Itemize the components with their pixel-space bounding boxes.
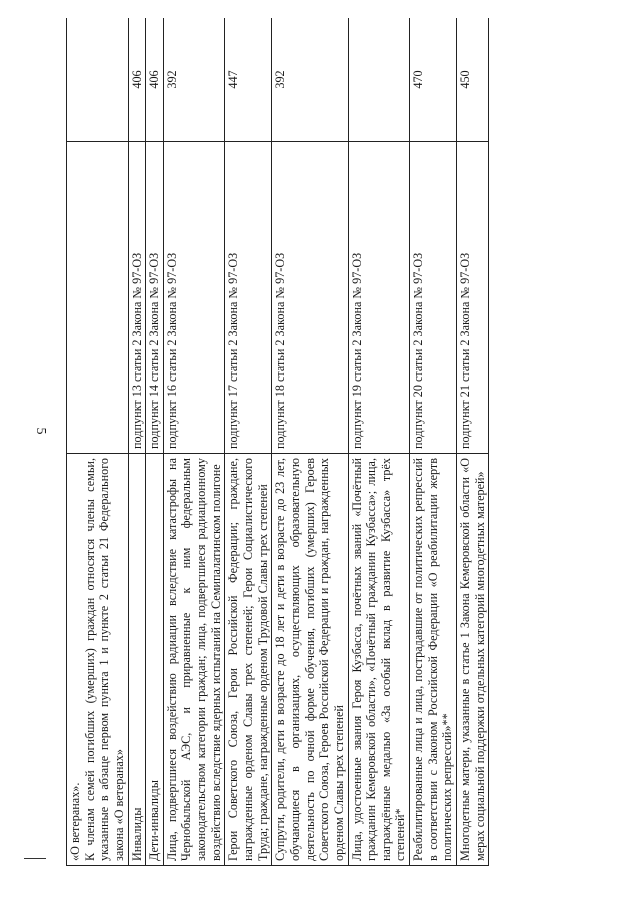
table-row (457, 18, 489, 866)
value-cell: 470 (410, 18, 457, 142)
value-cell: 450 (457, 18, 489, 142)
table-row (225, 18, 272, 866)
value-cell: 406 (128, 18, 146, 142)
value-cell: 392 (163, 18, 225, 142)
law-reference-cell: подпункт 20 статьи 2 Закона № 97-ОЗ (410, 142, 457, 454)
category-cell: Герои Советского Союза, Герои Российской Федерации; граждане, награжденные орденом Славы трех степеней; Герои Социалистического Труда; граждане, награжденные орденом Трудовой Славы трех степеней (225, 454, 272, 866)
margin-mark (24, 858, 46, 859)
page-number: 5 (33, 427, 48, 435)
law-reference-cell: подпункт 21 статьи 2 Закона № 97-ОЗ (457, 142, 489, 454)
category-cell: Инвалиды (128, 454, 146, 866)
rotated-table-area (66, 18, 621, 866)
category-cell: Реабилитированные лица и лица, пострадавшие от политических репрессий в соответствии с Законом Российской Федерации «О реабилитации жертв политических репрессий»** (410, 454, 457, 866)
category-cell: Супруги, родители, дети в возрасте до 18 лет и дети в возрасте до 23 лет, обучающиеся в организациях, осуществляющих образовательную деятельность по очной форме обучения, погибших (умерших) Героев Советского Союза, Героев Российской Федерации и граждан, награжденных орденом Славы трех степеней (272, 454, 348, 866)
law-reference-cell (67, 142, 129, 454)
category-cell: Лица, удостоенные звания Героя Кузбасса, почётных званий «Почётный гражданин Кемеровской области», «Почётный гражданин Кузбасса»; лица, награждённые медалью «За особый вклад в развитие Кузбасса» трёх степеней* (348, 454, 410, 866)
table-row (67, 18, 129, 866)
value-cell: 447 (225, 18, 272, 142)
law-reference-cell: подпункт 14 статьи 2 Закона № 97-ОЗ (146, 142, 164, 454)
table-row (272, 18, 348, 866)
value-cell (348, 18, 410, 142)
table-row (348, 18, 410, 866)
table-row (410, 18, 457, 866)
landscape-content (66, 18, 621, 866)
value-cell (67, 18, 129, 142)
law-reference-cell: подпункт 13 статьи 2 Закона № 97-ОЗ (128, 142, 146, 454)
category-cell: «О ветеранах». К членам семей погибших (умерших) граждан относятся члены семьи, указанные в абзаце первом пункта 1 и пункте 2 статьи 21 Федерального закона «О ветеранах» (67, 454, 129, 866)
law-reference-cell: подпункт 16 статьи 2 Закона № 97-ОЗ (163, 142, 225, 454)
law-reference-cell: подпункт 17 статьи 2 Закона № 97-ОЗ (225, 142, 272, 454)
table-row (163, 18, 225, 866)
table-row (128, 18, 146, 866)
law-reference-cell: подпункт 18 статьи 2 Закона № 97-ОЗ (272, 142, 348, 454)
category-cell: Дети-инвалиды (146, 454, 164, 866)
law-reference-cell: подпункт 19 статьи 2 Закона № 97-ОЗ (348, 142, 410, 454)
table-row (146, 18, 164, 866)
benefits-table (66, 18, 489, 866)
category-cell: Многодетные матери, указанные в статье 1 Закона Кемеровской области «О мерах социальной поддержки отдельных категорий многодетных матерей» (457, 454, 489, 866)
value-cell: 392 (272, 18, 348, 142)
category-cell: Лица, подвергшиеся воздействию радиации вследствие катастрофы на Чернобыльской АЭС, и приравненные к ним федеральным законодательством категории граждан; лица, подвергшиеся радиационному воздействию вследствие ядерных испытаний на Семипалатинском полигоне (163, 454, 225, 866)
value-cell: 406 (146, 18, 164, 142)
